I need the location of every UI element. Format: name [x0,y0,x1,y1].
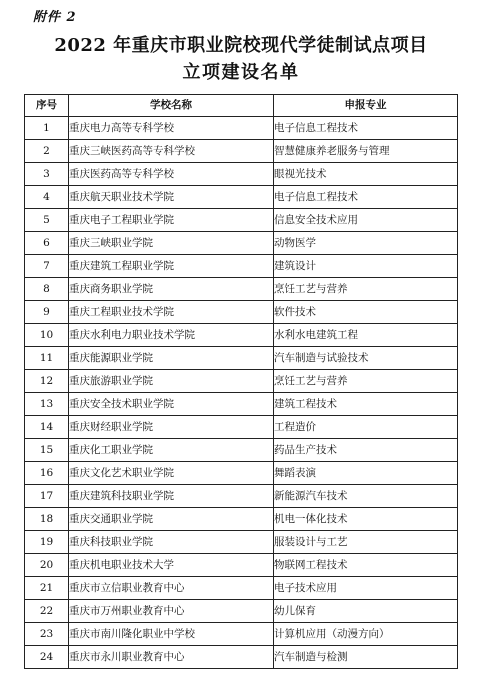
row-school-name: 重庆医药高等专科学校 [69,163,274,186]
row-school-name: 重庆机电职业技术大学 [69,554,274,577]
row-school-name: 重庆化工职业学院 [69,439,274,462]
row-serial-number: 5 [25,209,69,232]
row-serial-number: 8 [25,278,69,301]
row-serial-number: 23 [25,623,69,646]
header-serial-number: 序号 [25,95,69,117]
row-major: 电子信息工程技术 [274,117,458,140]
row-serial-number: 4 [25,186,69,209]
row-serial-number: 3 [25,163,69,186]
project-list-table [24,94,458,669]
header-school-name: 学校名称 [69,95,274,117]
table-row [25,646,458,669]
row-serial-number: 13 [25,393,69,416]
table-row [25,370,458,393]
table-row [25,140,458,163]
row-school-name: 重庆市立信职业教育中心 [69,577,274,600]
row-major: 计算机应用（动漫方向） [274,623,458,646]
row-school-name: 重庆航天职业技术学院 [69,186,274,209]
table-row [25,485,458,508]
table-header-row [25,95,458,117]
row-school-name: 重庆市永川职业教育中心 [69,646,274,669]
row-major: 电子技术应用 [274,577,458,600]
row-school-name: 重庆能源职业学院 [69,347,274,370]
row-school-name: 重庆建筑工程职业学院 [69,255,274,278]
row-serial-number: 19 [25,531,69,554]
row-school-name: 重庆工程职业技术学院 [69,301,274,324]
row-serial-number: 6 [25,232,69,255]
row-major: 机电一体化技术 [274,508,458,531]
row-school-name: 重庆三峡医药高等专科学校 [69,140,274,163]
header-major: 申报专业 [274,95,458,117]
row-major: 药品生产技术 [274,439,458,462]
row-serial-number: 1 [25,117,69,140]
row-major: 舞蹈表演 [274,462,458,485]
row-major: 汽车制造与检测 [274,646,458,669]
row-major: 烹饪工艺与营养 [274,278,458,301]
table-row [25,623,458,646]
table-header [25,95,458,117]
row-school-name: 重庆财经职业学院 [69,416,274,439]
row-major: 新能源汽车技术 [274,485,458,508]
table-row [25,577,458,600]
row-serial-number: 20 [25,554,69,577]
row-major: 智慧健康养老服务与管理 [274,140,458,163]
row-school-name: 重庆商务职业学院 [69,278,274,301]
row-school-name: 重庆科技职业学院 [69,531,274,554]
row-serial-number: 2 [25,140,69,163]
table-row [25,347,458,370]
row-school-name: 重庆交通职业学院 [69,508,274,531]
row-school-name: 重庆旅游职业学院 [69,370,274,393]
table-row [25,186,458,209]
row-school-name: 重庆电力高等专科学校 [69,117,274,140]
row-major: 物联网工程技术 [274,554,458,577]
row-serial-number: 24 [25,646,69,669]
table-row [25,324,458,347]
row-serial-number: 7 [25,255,69,278]
row-serial-number: 10 [25,324,69,347]
table-row [25,232,458,255]
row-major: 软件技术 [274,301,458,324]
row-major: 信息安全技术应用 [274,209,458,232]
row-serial-number: 18 [25,508,69,531]
table-body [25,117,458,669]
row-major: 建筑设计 [274,255,458,278]
table-row [25,416,458,439]
row-school-name: 重庆文化艺术职业学院 [69,462,274,485]
document-title-line-2: 立项建设名单 [182,62,300,83]
row-school-name: 重庆建筑科技职业学院 [69,485,274,508]
row-major: 工程造价 [274,416,458,439]
row-serial-number: 21 [25,577,69,600]
row-serial-number: 9 [25,301,69,324]
row-major: 眼视光技术 [274,163,458,186]
table-row [25,554,458,577]
table-row [25,393,458,416]
document-title-line-1: 2022 年重庆市职业院校现代学徒制试点项目 [54,35,428,56]
row-school-name: 重庆三峡职业学院 [69,232,274,255]
row-major: 汽车制造与试验技术 [274,347,458,370]
row-major: 幼儿保育 [274,600,458,623]
row-major: 动物医学 [274,232,458,255]
row-school-name: 重庆市南川隆化职业中学校 [69,623,274,646]
row-school-name: 重庆水利电力职业技术学院 [69,324,274,347]
row-major: 烹饪工艺与营养 [274,370,458,393]
table-row [25,439,458,462]
row-school-name: 重庆市万州职业教育中心 [69,600,274,623]
table-row [25,301,458,324]
table-row [25,531,458,554]
row-serial-number: 16 [25,462,69,485]
row-major: 建筑工程技术 [274,393,458,416]
table-row [25,278,458,301]
row-major: 服装设计与工艺 [274,531,458,554]
row-school-name: 重庆电子工程职业学院 [69,209,274,232]
attachment-label: 附件 2 [33,10,77,25]
row-serial-number: 14 [25,416,69,439]
table-row [25,255,458,278]
table-row [25,462,458,485]
row-serial-number: 17 [25,485,69,508]
table-row [25,163,458,186]
table-row [25,508,458,531]
row-major: 水利水电建筑工程 [274,324,458,347]
row-serial-number: 15 [25,439,69,462]
table-row [25,209,458,232]
row-major: 电子信息工程技术 [274,186,458,209]
row-serial-number: 12 [25,370,69,393]
row-serial-number: 22 [25,600,69,623]
row-serial-number: 11 [25,347,69,370]
table-row [25,600,458,623]
table-row [25,117,458,140]
row-school-name: 重庆安全技术职业学院 [69,393,274,416]
